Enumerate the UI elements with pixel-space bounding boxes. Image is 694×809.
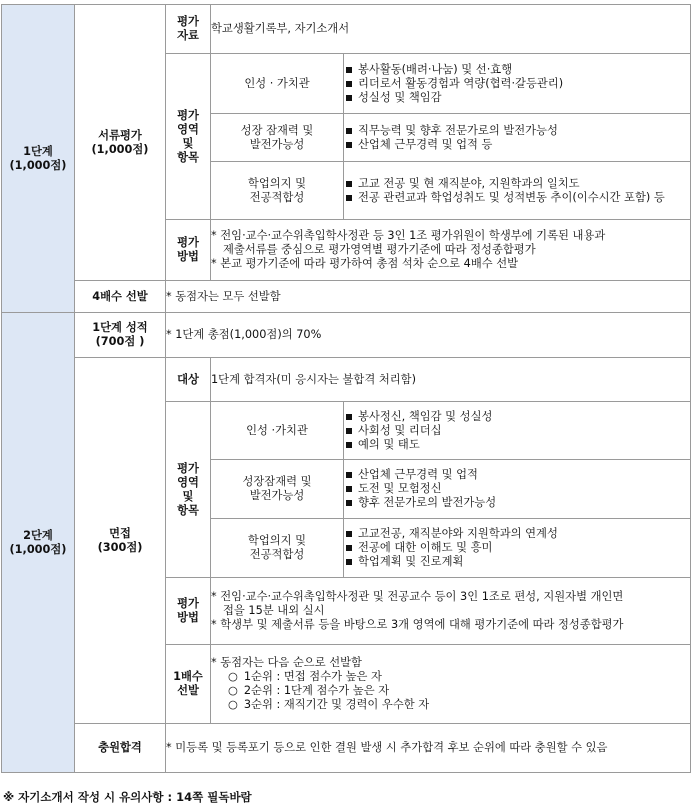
doc-area-name: 학업의지 및 전공적합성	[211, 162, 344, 220]
interview-area-items	[344, 460, 691, 519]
doc-method-label: 평가 방법	[166, 220, 211, 281]
stage1-cell	[2, 5, 75, 313]
interview-area-name: 학업의지 및 전공적합성	[211, 519, 344, 578]
footer-note: ※ 자기소개서 작성 시 유의사항 : 14쪽 필독바람	[3, 790, 252, 804]
stage2-cell	[2, 313, 75, 773]
interview-area-items	[344, 402, 691, 460]
interview-area-label: 평가 영역 및 항목	[166, 402, 211, 578]
extra-label: 충원합격	[75, 724, 166, 773]
doc-area-name: 인성 · 가치관	[211, 54, 344, 114]
interview-title: 면접	[109, 526, 131, 540]
rank-item: ○ 1순위 : 면접 점수가 높은 자	[211, 670, 690, 684]
doc-area-name: 성장 잠재력 및 발전가능성	[211, 114, 344, 162]
interview-method-text: * 전임·교수·교수위촉입학사정관 및 전공교수 등이 3인 1조로 편성, 지원자별 개인면 접을 15분 내외 실시 * 학생부 및 제출서류 등을 바탕으로 3개 영역에 대해 평가기준에 따라 정성종합평가	[211, 578, 691, 645]
list-item: 전공 관련교과 학업성취도 및 성적변동 추이(이수시간 포함) 등	[344, 191, 690, 205]
evaluation-table	[1, 4, 691, 773]
list-item: 사회성 및 리더십	[344, 424, 690, 438]
list-item: 리더로서 활동경험과 역량(협력·갈등관리)	[344, 77, 690, 91]
select1-label: 1배수 선발	[166, 645, 211, 724]
list-item: 직무능력 및 향후 전문가로의 발전가능성	[344, 124, 690, 138]
doc-area-items	[344, 54, 691, 114]
doc-area-items	[344, 114, 691, 162]
list-item: 봉사정신, 책임감 및 성실성	[344, 410, 690, 424]
stage1-points: (1,000점)	[9, 158, 67, 172]
doc-eval-points: (1,000점)	[91, 142, 149, 156]
doc-material-value: 학교생활기록부, 자기소개서	[211, 5, 691, 54]
list-item: 고교전공, 재직분야와 지원학과의 연계성	[344, 527, 690, 541]
interview-method-label: 평가 방법	[166, 578, 211, 645]
score-text: * 1단계 총점(1,000점)의 70%	[166, 313, 691, 358]
extra-text: * 미등록 및 등록포기 등으로 인한 결원 발생 시 추가합격 후보 순위에 따라 충원할 수 있음	[166, 724, 691, 773]
rank-item: ○ 3순위 : 재직기간 및 경력이 우수한 자	[211, 698, 690, 712]
doc-eval-cell	[75, 5, 166, 281]
stage2-points: (1,000점)	[9, 542, 67, 556]
interview-area-name: 인성 ·가치관	[211, 402, 344, 460]
list-item: 산업체 근무경력 및 업적	[344, 468, 690, 482]
interview-target-label: 대상	[166, 358, 211, 402]
doc-area-label: 평가 영역 및 항목	[166, 54, 211, 220]
select1-text	[211, 645, 691, 724]
list-item: 전공에 대한 이해도 및 흥미	[344, 541, 690, 555]
interview-points: (300점)	[97, 540, 143, 554]
select4-text: * 동점자는 모두 선발함	[166, 281, 691, 313]
doc-method-text: * 전임·교수·교수위촉입학사정관 등 3인 1조 평가위원이 학생부에 기록된 내용과 제출서류를 중심으로 평가영역별 평가기준에 따라 정성종합평가 * 본교 평가기준에 따라 평가하여 총점 석차 순으로 4배수 선발	[211, 220, 691, 281]
doc-area-items	[344, 162, 691, 220]
list-item: 예의 및 태도	[344, 438, 690, 452]
list-item: 학업계획 및 진로계획	[344, 555, 690, 569]
interview-cell	[75, 358, 166, 724]
rank-item: ○ 2순위 : 1단계 점수가 높은 자	[211, 684, 690, 698]
score-label: 1단계 성적 (700점 )	[75, 313, 166, 358]
interview-area-name: 성장잠재력 및 발전가능성	[211, 460, 344, 519]
interview-target-value: 1단계 합격자(미 응시자는 불합격 처리함)	[211, 358, 691, 402]
interview-area-items	[344, 519, 691, 578]
stage1-title: 1단계	[23, 144, 53, 158]
select1-intro: * 동점자는 다음 순으로 선발함	[211, 656, 362, 669]
stage2-title: 2단계	[23, 528, 53, 542]
doc-material-label: 평가 자료	[166, 5, 211, 54]
list-item: 산업체 근무경력 및 업적 등	[344, 138, 690, 152]
list-item: 성실성 및 책임감	[344, 91, 690, 105]
list-item: 도전 및 모험정신	[344, 482, 690, 496]
list-item: 고교 전공 및 현 재직분야, 지원학과의 일치도	[344, 177, 690, 191]
select4-label: 4배수 선발	[75, 281, 166, 313]
list-item: 봉사활동(배려·나눔) 및 선·효행	[344, 63, 690, 77]
doc-eval-title: 서류평가	[98, 128, 142, 142]
list-item: 향후 전문가로의 발전가능성	[344, 496, 690, 510]
